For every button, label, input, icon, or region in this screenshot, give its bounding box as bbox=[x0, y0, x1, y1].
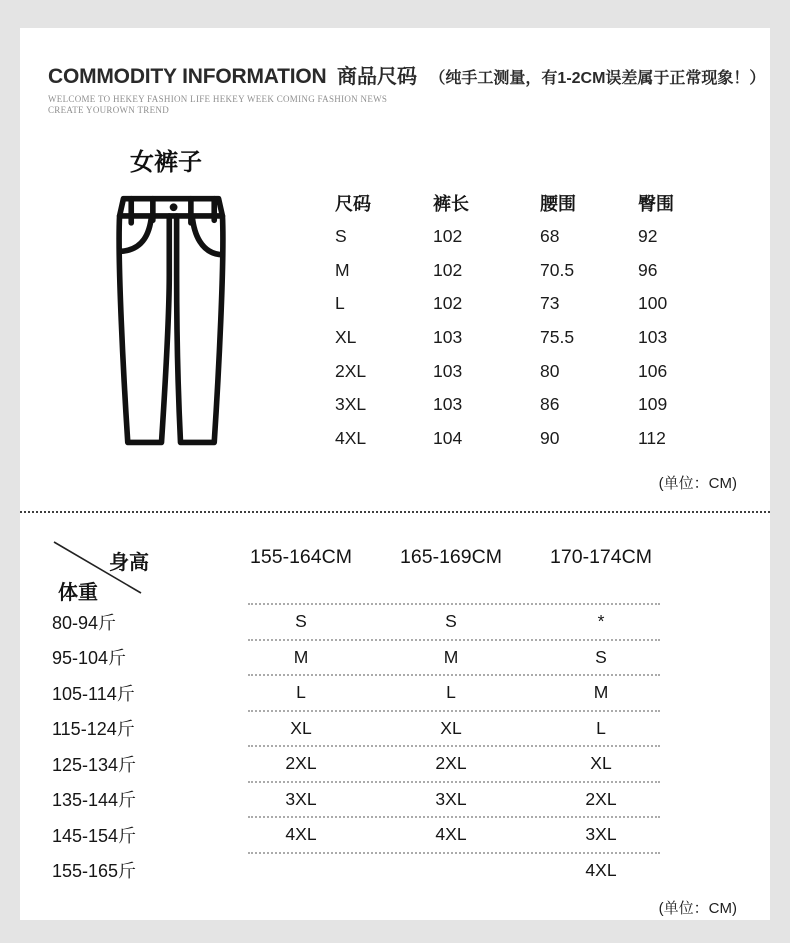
weight-range-label: 95-104斤 bbox=[52, 648, 127, 669]
height-range-header: 170-174CM bbox=[550, 545, 652, 568]
size-table-cell: 104 bbox=[433, 428, 463, 449]
fit-matrix-row bbox=[20, 853, 770, 889]
recommended-size-cell: S bbox=[445, 611, 457, 632]
fit-matrix-row bbox=[20, 746, 770, 782]
recommended-size-cell: L bbox=[296, 682, 306, 703]
height-range-header: 155-164CM bbox=[250, 545, 352, 568]
title-measure-note: （纯手工测量，有1-2CM误差属于正常现象！） bbox=[429, 70, 766, 87]
weight-range-label: 125-134斤 bbox=[52, 754, 137, 775]
fit-matrix-row bbox=[20, 782, 770, 818]
title-english: COMMODITY INFORMATION bbox=[48, 65, 327, 88]
size-table-cell: 103 bbox=[433, 327, 463, 348]
size-table-cell: 112 bbox=[638, 428, 666, 449]
size-table-cell: 103 bbox=[433, 394, 463, 415]
size-table-cell: 2XL bbox=[335, 360, 367, 381]
unit-note-bottom: (单位：CM) bbox=[658, 900, 737, 917]
axis-label-height: 身高 bbox=[109, 552, 149, 574]
height-range-header: 165-169CM bbox=[400, 545, 502, 568]
size-table-column-header: 腰围 bbox=[540, 193, 576, 214]
recommended-size-cell: M bbox=[443, 646, 459, 667]
recommended-size-cell: S bbox=[595, 646, 607, 667]
page-header bbox=[48, 60, 766, 116]
recommended-size-cell: XL bbox=[590, 753, 612, 774]
unit-note-top: (单位：CM) bbox=[658, 475, 737, 492]
recommended-size-cell: M bbox=[593, 682, 609, 703]
fit-matrix-row bbox=[20, 711, 770, 747]
size-table-column-header: 裤长 bbox=[433, 193, 469, 214]
recommended-size-cell: S bbox=[295, 611, 307, 632]
recommended-size-cell: 2XL bbox=[285, 753, 317, 774]
weight-range-label: 145-154斤 bbox=[52, 825, 137, 846]
recommended-size-cell: 4XL bbox=[585, 859, 617, 880]
size-chart-card bbox=[20, 28, 770, 920]
recommended-size-cell: 2XL bbox=[585, 788, 617, 809]
fit-matrix-row bbox=[20, 640, 770, 676]
title-chinese: 商品尺码 bbox=[336, 66, 417, 88]
size-table-cell: 96 bbox=[638, 259, 658, 280]
height-range-header-row bbox=[226, 540, 676, 574]
product-name: 女裤子 bbox=[130, 149, 202, 176]
fit-matrix-body bbox=[20, 604, 770, 888]
recommended-size-cell: XL bbox=[290, 717, 312, 738]
size-table-cell: 102 bbox=[433, 226, 463, 247]
recommended-size-cell: 3XL bbox=[435, 788, 467, 809]
size-table-cell: 86 bbox=[540, 394, 560, 415]
fit-matrix-row bbox=[20, 604, 770, 640]
recommended-size-cell: L bbox=[596, 717, 606, 738]
size-table-cell: 4XL bbox=[335, 428, 367, 449]
subtitle-line-1: WELCOME TO HEKEY FASHION LIFE HEKEY WEEK COMING FASHION NEWS bbox=[48, 94, 388, 104]
size-table-cell: 92 bbox=[638, 226, 658, 247]
fit-matrix-row bbox=[20, 675, 770, 711]
fit-matrix-row bbox=[20, 817, 770, 853]
size-table-cell: 100 bbox=[638, 293, 668, 314]
size-table-cell: 68 bbox=[540, 226, 560, 247]
recommended-size-cell: 4XL bbox=[285, 824, 317, 845]
size-table-cell: 103 bbox=[433, 360, 463, 381]
subtitle-line-2: CREATE YOUROWN TREND bbox=[48, 105, 169, 115]
recommended-size-cell: XL bbox=[440, 717, 462, 738]
size-table-cell: 80 bbox=[540, 360, 560, 381]
size-table-cell: 3XL bbox=[335, 394, 367, 415]
recommended-size-cell: M bbox=[293, 646, 309, 667]
header-subtitle bbox=[48, 94, 748, 116]
weight-range-label: 80-94斤 bbox=[52, 612, 117, 633]
section-divider bbox=[20, 511, 770, 513]
page-title bbox=[48, 60, 766, 89]
axis-label-weight: 体重 bbox=[58, 582, 98, 604]
size-table-cell: L bbox=[335, 293, 345, 314]
size-table-cell: 109 bbox=[638, 394, 668, 415]
recommended-size-cell: 3XL bbox=[285, 788, 317, 809]
size-table-cell: 103 bbox=[638, 327, 668, 348]
size-table-cell: S bbox=[335, 226, 347, 247]
size-table-cell: 90 bbox=[540, 428, 560, 449]
size-table-cell: 70.5 bbox=[540, 259, 575, 280]
size-table-cell: 102 bbox=[433, 259, 463, 280]
size-table-cell: 73 bbox=[540, 293, 560, 314]
weight-range-label: 155-165斤 bbox=[52, 861, 137, 882]
size-table-cell: 102 bbox=[433, 293, 463, 314]
pants-line-icon bbox=[106, 190, 236, 458]
recommended-size-cell: * bbox=[597, 611, 605, 632]
recommended-size-cell: 3XL bbox=[585, 824, 617, 845]
weight-range-label: 135-144斤 bbox=[52, 790, 137, 811]
size-table-cell: 106 bbox=[638, 360, 668, 381]
recommended-size-cell: 4XL bbox=[435, 824, 467, 845]
size-table-cell: 75.5 bbox=[540, 327, 575, 348]
size-measurement-table bbox=[335, 186, 728, 456]
recommended-size-cell: 2XL bbox=[435, 753, 467, 774]
weight-range-label: 115-124斤 bbox=[52, 719, 135, 740]
size-table-column-header: 尺码 bbox=[335, 193, 371, 214]
weight-range-label: 105-114斤 bbox=[52, 683, 135, 704]
fit-matrix-header bbox=[20, 528, 770, 604]
size-table-column-header: 臀围 bbox=[638, 193, 674, 214]
size-table-cell: M bbox=[335, 259, 350, 280]
size-table-cell: XL bbox=[335, 327, 357, 348]
recommended-size-cell: L bbox=[446, 682, 456, 703]
